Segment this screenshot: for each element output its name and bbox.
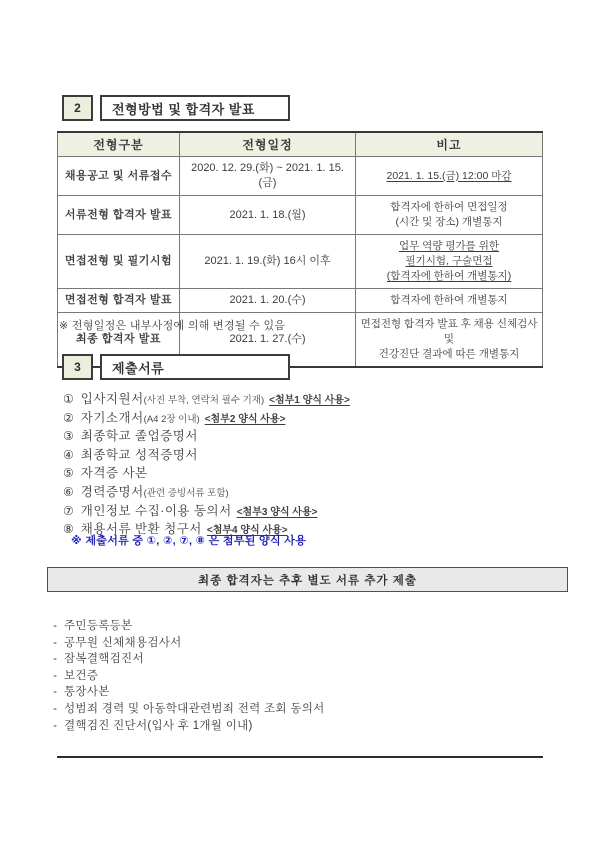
item-bullet: -: [53, 636, 57, 649]
cell-schedule: 2021. 1. 27.(수): [180, 313, 356, 368]
section-2-number: 2: [62, 95, 93, 121]
item-text: 결핵검진 진단서(입사 후 1개월 이내): [64, 719, 253, 732]
list-item: [51, 667, 325, 684]
schedule-table-body: [58, 157, 543, 368]
item-title: 자기소개서: [80, 410, 144, 425]
cell-note: [356, 289, 543, 313]
additional-documents-list: [51, 617, 325, 733]
note-line: 건강진단 결과에 따른 개별통지: [378, 348, 520, 360]
item-text: 성범죄 경력 및 아동학대관련범죄 전력 조회 동의서: [64, 702, 325, 715]
list-item: [63, 389, 350, 408]
item-number: ⑦: [63, 503, 74, 518]
item-number: ①: [63, 392, 74, 406]
cell-schedule: 2020. 12. 29.(화) ~ 2021. 1. 15.(금): [180, 157, 356, 196]
item-bullet: -: [53, 620, 57, 632]
item-bullet: -: [53, 653, 57, 666]
item-text: 보건증: [64, 669, 99, 682]
cell-note: [356, 313, 543, 368]
cell-category: 면접전형 및 필기시험: [58, 235, 180, 289]
item-bullet: -: [53, 669, 57, 682]
section-3-number: 3: [62, 354, 93, 380]
cell-note: [356, 196, 543, 235]
table-row: [58, 289, 543, 313]
item-bullet: -: [53, 702, 57, 715]
item-attachment: <첨부4 양식 사용>: [206, 525, 288, 537]
list-item: [51, 700, 325, 717]
item-detail: (관련 증빙서류 포함): [143, 487, 229, 499]
list-item: [63, 408, 350, 427]
list-item: [63, 501, 350, 520]
column-header-category: 전형구분: [58, 132, 180, 157]
list-item: [51, 650, 325, 667]
list-item: [51, 617, 325, 634]
cell-schedule: 2021. 1. 20.(수): [180, 289, 356, 313]
note-line: 합격자에 한하여 면접일정: [390, 201, 508, 213]
section-3-header: [62, 354, 290, 380]
item-attachment: <첨부3 양식 사용>: [236, 506, 318, 518]
note-line: 2021. 1. 15.(금) 12:00 마감: [386, 169, 512, 182]
note-line: (합격자에 한하여 개별통지): [386, 270, 512, 282]
note-line: 합격자에 한하여 개별통지: [390, 294, 508, 306]
item-attachment: <첨부2 양식 사용>: [204, 413, 286, 425]
final-candidate-notice-box: 최종 합격자는 추후 별도 서류 추가 제출: [47, 567, 568, 592]
item-number: ⑤: [63, 466, 74, 481]
item-detail: (A4 2장 이내): [143, 413, 200, 425]
note-line: (시간 및 장소) 개별통지: [395, 216, 503, 228]
cell-category: 최종 합격자 발표: [58, 313, 180, 368]
item-bullet: -: [53, 719, 57, 732]
item-number: ⑧: [63, 522, 74, 537]
table-row: [58, 157, 543, 196]
item-detail: (사진 부착, 연락처 필수 기재): [143, 395, 265, 406]
schedule-change-note: ※ 전형일정은 내부사정에 의해 변경될 수 있음: [59, 320, 286, 332]
column-header-schedule: 전형일정: [180, 132, 356, 157]
list-item: [63, 482, 350, 501]
section-2-title: 전형방법 및 합격자 발표: [100, 95, 290, 121]
item-number: ④: [63, 447, 74, 462]
item-number: ③: [63, 429, 74, 444]
item-text: 주민등록등본: [64, 620, 133, 632]
item-title: 최종학교 졸업증명서: [80, 429, 198, 444]
item-title: 최종학교 성적증명서: [80, 447, 198, 462]
list-item: [63, 426, 350, 445]
item-bullet: -: [53, 686, 57, 699]
cell-category: 채용공고 및 서류접수: [58, 157, 180, 196]
list-item: [51, 717, 325, 734]
item-title: 자격증 사본: [80, 466, 148, 481]
attached-forms-note: ※ 제출서류 중 ①, ②, ⑦, ⑧ 은 첨부된 양식 사용: [71, 535, 307, 547]
section-2-header: [62, 95, 290, 121]
item-number: ⑥: [63, 484, 74, 499]
item-title: 경력증명서: [80, 484, 144, 499]
list-item: [63, 463, 350, 482]
cell-category: 서류전형 합격자 발표: [58, 196, 180, 235]
list-item: [51, 683, 325, 700]
item-title: 입사지원서: [80, 392, 144, 406]
cell-schedule: 2021. 1. 19.(화) 16시 이후: [180, 235, 356, 289]
table-header-row: [58, 132, 543, 157]
submit-documents-list: [63, 389, 350, 538]
item-text: 잠복결핵검진서: [64, 653, 144, 666]
cell-category: 면접전형 합격자 발표: [58, 289, 180, 313]
note-line: 필기시험, 구술면접: [405, 255, 493, 267]
item-text: 통장사본: [64, 686, 110, 699]
table-row: [58, 196, 543, 235]
cell-note: [356, 235, 543, 289]
item-title: 채용서류 반환 청구서: [80, 522, 202, 537]
item-title: 개인정보 수집·이용 동의서: [80, 503, 232, 518]
note-line: 업무 역량 평가를 위한: [398, 240, 500, 252]
item-attachment: <첨부1 양식 사용>: [269, 395, 350, 406]
table-row: [58, 235, 543, 289]
list-item: [63, 445, 350, 464]
list-item: [51, 634, 325, 651]
item-number: ②: [63, 410, 74, 425]
section-3-title: 제출서류: [100, 354, 290, 380]
column-header-note: 비고: [356, 132, 543, 157]
item-text: 공무원 신체채용검사서: [64, 636, 182, 649]
cell-note: [356, 157, 543, 196]
bottom-divider-line: [57, 756, 543, 758]
note-line: 면접전형 합격자 발표 후 채용 신체검사 및: [360, 318, 538, 345]
cell-schedule: 2021. 1. 18.(월): [180, 196, 356, 235]
